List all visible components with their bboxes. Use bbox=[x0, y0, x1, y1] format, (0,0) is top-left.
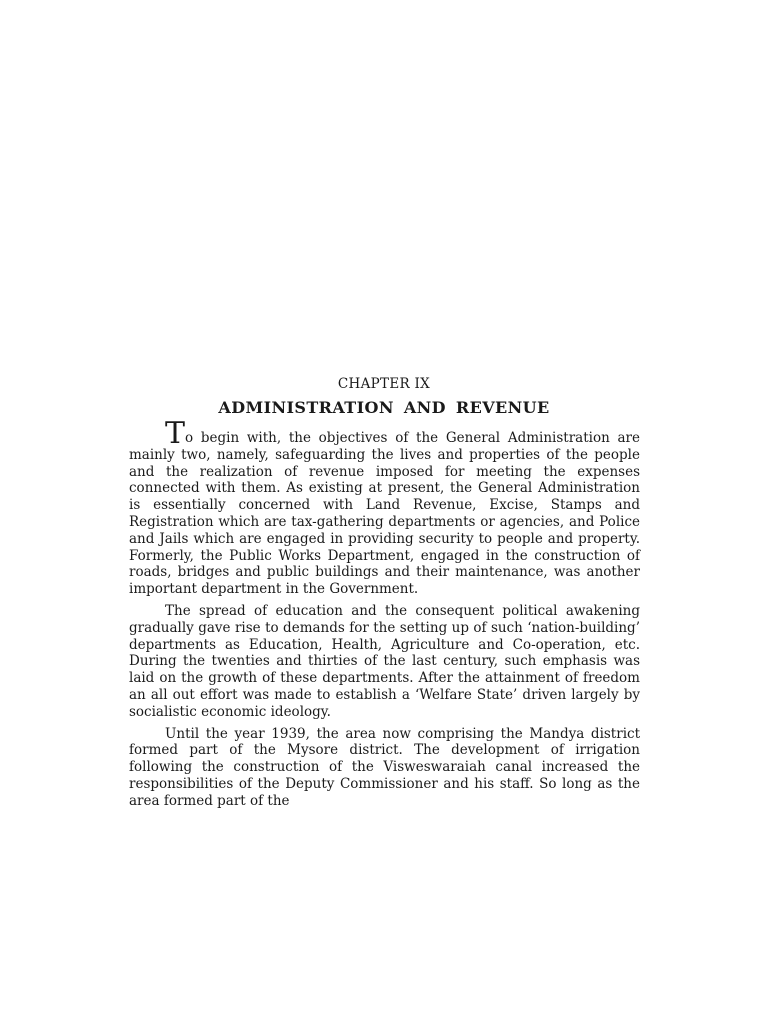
body-text bbox=[129, 416, 640, 815]
paragraph-2: The spread of education and the consequent political awakening gradually gave rise to demands for the setting up of such ‘nation-building’ departments as Education, Health, Agriculture and Co-operation, etc. During the twenties and thirties of the last century, such emphasis was laid on the growth of these departments. After the attainment of freedom an all out effort was made to establish a ‘Welfare State’ driven largely by socialistic economic ideology. bbox=[129, 602, 640, 720]
drop-cap-initial: T bbox=[165, 416, 186, 451]
paragraph-1 bbox=[129, 416, 640, 598]
chapter-label: CHAPTER IX bbox=[337, 376, 431, 392]
paragraph-3: Until the year 1939, the area now comprising the Mandya district formed part of the Mysore district. The development of irrigation following the construction of the Visweswaraiah canal increased the responsibilities of the Deputy Commissioner and his staff. So long as the area formed part of the bbox=[129, 725, 640, 809]
chapter-title: ADMINISTRATION AND REVENUE bbox=[218, 398, 550, 417]
paragraph-1-text: o begin with, the objectives of the General Administration are mainly two, namely, safeguarding the lives and properties of the people and the realization of revenue imposed for meeting the expenses connected with them. As existing at present, the General Administration is essentially concerned with Land Revenue, Excise, Stamps and Registration which are tax-gathering departments or agencies, and Police and Jails which are engaged in providing security to people and property. Formerly, the Public Works Department, engaged in the construction of roads, bridges and public buildings and their maintenance, was another important department in the Government. bbox=[129, 430, 640, 598]
